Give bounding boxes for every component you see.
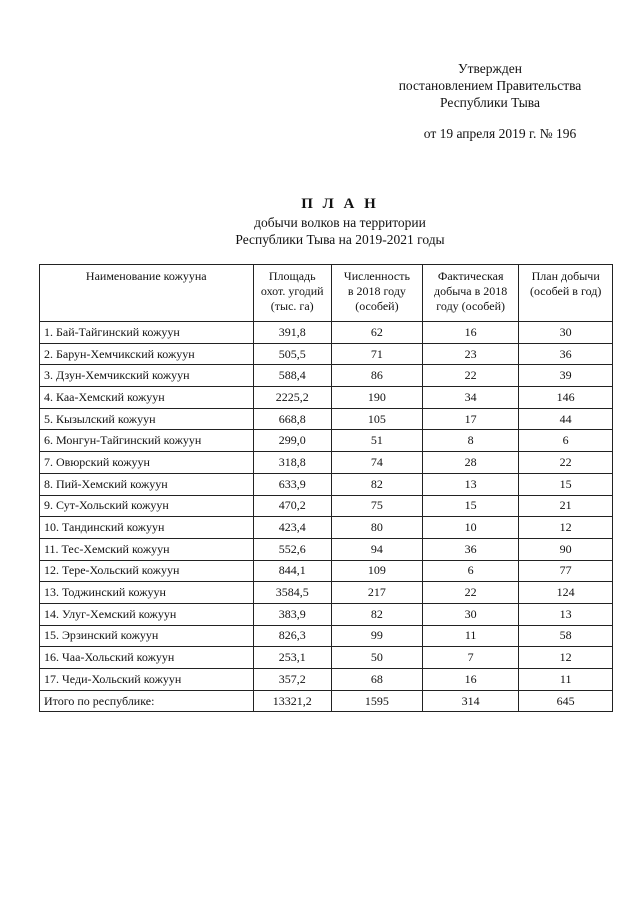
cell-population: 68 (331, 669, 422, 691)
table-row (40, 452, 613, 474)
cell-actual: 22 (422, 365, 518, 387)
table-row (40, 647, 613, 669)
cell-area: 505,5 (253, 343, 331, 365)
cell-district: 8. Пий-Хемский кожуун (40, 473, 254, 495)
cell-area: 3584,5 (253, 582, 331, 604)
cell-plan: 146 (519, 387, 613, 409)
cell-population: 82 (331, 473, 422, 495)
cell-actual: 34 (422, 387, 518, 409)
cell-population: 82 (331, 603, 422, 625)
table-header-row (40, 265, 613, 322)
cell-population: 51 (331, 430, 422, 452)
cell-district: 10. Тандинский кожуун (40, 517, 254, 539)
cell-plan: 77 (519, 560, 613, 582)
cell-district: 11. Тес-Хемский кожуун (40, 538, 254, 560)
cell-area: 383,9 (253, 603, 331, 625)
cell-plan: 12 (519, 517, 613, 539)
cell-actual: 11 (422, 625, 518, 647)
cell-population: 99 (331, 625, 422, 647)
cell-area: 13321,2 (253, 690, 331, 712)
approval-line-1: Утвержден (458, 61, 522, 76)
cell-actual: 23 (422, 343, 518, 365)
cell-actual: 16 (422, 322, 518, 344)
cell-plan: 6 (519, 430, 613, 452)
cell-actual: 314 (422, 690, 518, 712)
table-row (40, 538, 613, 560)
cell-area: 633,9 (253, 473, 331, 495)
cell-population: 94 (331, 538, 422, 560)
cell-district: 13. Тоджинский кожуун (40, 582, 254, 604)
cell-plan: 58 (519, 625, 613, 647)
table-row (40, 473, 613, 495)
cell-district: 2. Барун-Хемчикский кожуун (40, 343, 254, 365)
cell-area: 552,6 (253, 538, 331, 560)
cell-district: 7. Овюрский кожуун (40, 452, 254, 474)
cell-area: 2225,2 (253, 387, 331, 409)
table-row (40, 560, 613, 582)
header-actual: Фактическая добыча в 2018 году (особей) (422, 265, 518, 322)
cell-area: 253,1 (253, 647, 331, 669)
cell-plan: 39 (519, 365, 613, 387)
table-row (40, 669, 613, 691)
cell-actual: 22 (422, 582, 518, 604)
cell-actual: 30 (422, 603, 518, 625)
cell-population: 74 (331, 452, 422, 474)
cell-population: 50 (331, 647, 422, 669)
cell-area: 668,8 (253, 408, 331, 430)
approval-block (380, 60, 600, 111)
cell-population: 62 (331, 322, 422, 344)
cell-plan: 30 (519, 322, 613, 344)
table-row (40, 322, 613, 344)
header-population: Численность в 2018 году (особей) (331, 265, 422, 322)
cell-area: 423,4 (253, 517, 331, 539)
table-body (40, 322, 613, 712)
table-row (40, 625, 613, 647)
header-area: Площадь охот. угодий (тыс. га) (253, 265, 331, 322)
plan-table (39, 264, 613, 712)
subtitle-line-1: добычи волков на территории (254, 215, 426, 230)
table-row (40, 365, 613, 387)
approval-date: от 19 апреля 2019 г. № 196 (423, 126, 577, 141)
cell-actual: 16 (422, 669, 518, 691)
cell-district: 12. Тере-Хольский кожуун (40, 560, 254, 582)
cell-actual: 7 (422, 647, 518, 669)
approval-line-2: постановлением Правительства (398, 78, 582, 93)
cell-population: 86 (331, 365, 422, 387)
cell-actual: 10 (422, 517, 518, 539)
table-row (40, 517, 613, 539)
cell-actual: 6 (422, 560, 518, 582)
table-row (40, 343, 613, 365)
approval-line-3: Республики Тыва (440, 95, 540, 110)
cell-area: 357,2 (253, 669, 331, 691)
cell-population: 75 (331, 495, 422, 517)
table-row (40, 387, 613, 409)
cell-plan: 90 (519, 538, 613, 560)
cell-actual: 13 (422, 473, 518, 495)
cell-district: 17. Чеди-Хольский кожуун (40, 669, 254, 691)
cell-district: 6. Монгун-Тайгинский кожуун (40, 430, 254, 452)
cell-actual: 8 (422, 430, 518, 452)
cell-area: 391,8 (253, 322, 331, 344)
cell-plan: 21 (519, 495, 613, 517)
cell-plan: 15 (519, 473, 613, 495)
header-district: Наименование кожууна (40, 265, 254, 322)
cell-population: 1595 (331, 690, 422, 712)
cell-area: 588,4 (253, 365, 331, 387)
cell-area: 299,0 (253, 430, 331, 452)
cell-plan: 645 (519, 690, 613, 712)
cell-plan: 44 (519, 408, 613, 430)
table-row (40, 430, 613, 452)
table-row (40, 495, 613, 517)
document-subtitle (0, 214, 640, 248)
cell-district: 3. Дзун-Хемчикский кожуун (40, 365, 254, 387)
cell-population: 217 (331, 582, 422, 604)
cell-area: 844,1 (253, 560, 331, 582)
document-title: П Л А Н (301, 196, 379, 212)
cell-district: 1. Бай-Тайгинский кожуун (40, 322, 254, 344)
table-row (40, 408, 613, 430)
cell-district: 15. Эрзинский кожуун (40, 625, 254, 647)
cell-district: Итого по республике: (40, 690, 254, 712)
cell-plan: 11 (519, 669, 613, 691)
table-row (40, 690, 613, 712)
cell-area: 470,2 (253, 495, 331, 517)
cell-actual: 15 (422, 495, 518, 517)
cell-actual: 36 (422, 538, 518, 560)
cell-district: 9. Сут-Хольский кожуун (40, 495, 254, 517)
table-row (40, 603, 613, 625)
cell-plan: 124 (519, 582, 613, 604)
cell-population: 109 (331, 560, 422, 582)
cell-population: 80 (331, 517, 422, 539)
cell-actual: 17 (422, 408, 518, 430)
cell-population: 105 (331, 408, 422, 430)
cell-district: 5. Кызылский кожуун (40, 408, 254, 430)
cell-plan: 13 (519, 603, 613, 625)
cell-population: 190 (331, 387, 422, 409)
cell-area: 318,8 (253, 452, 331, 474)
cell-district: 14. Улуг-Хемский кожуун (40, 603, 254, 625)
cell-plan: 22 (519, 452, 613, 474)
cell-plan: 36 (519, 343, 613, 365)
cell-district: 4. Каа-Хемский кожуун (40, 387, 254, 409)
cell-plan: 12 (519, 647, 613, 669)
header-plan: План добычи (особей в год) (519, 265, 613, 322)
cell-area: 826,3 (253, 625, 331, 647)
subtitle-line-2: Республики Тыва на 2019-2021 годы (235, 232, 445, 247)
cell-actual: 28 (422, 452, 518, 474)
table-row (40, 582, 613, 604)
cell-district: 16. Чаа-Хольский кожуун (40, 647, 254, 669)
cell-population: 71 (331, 343, 422, 365)
